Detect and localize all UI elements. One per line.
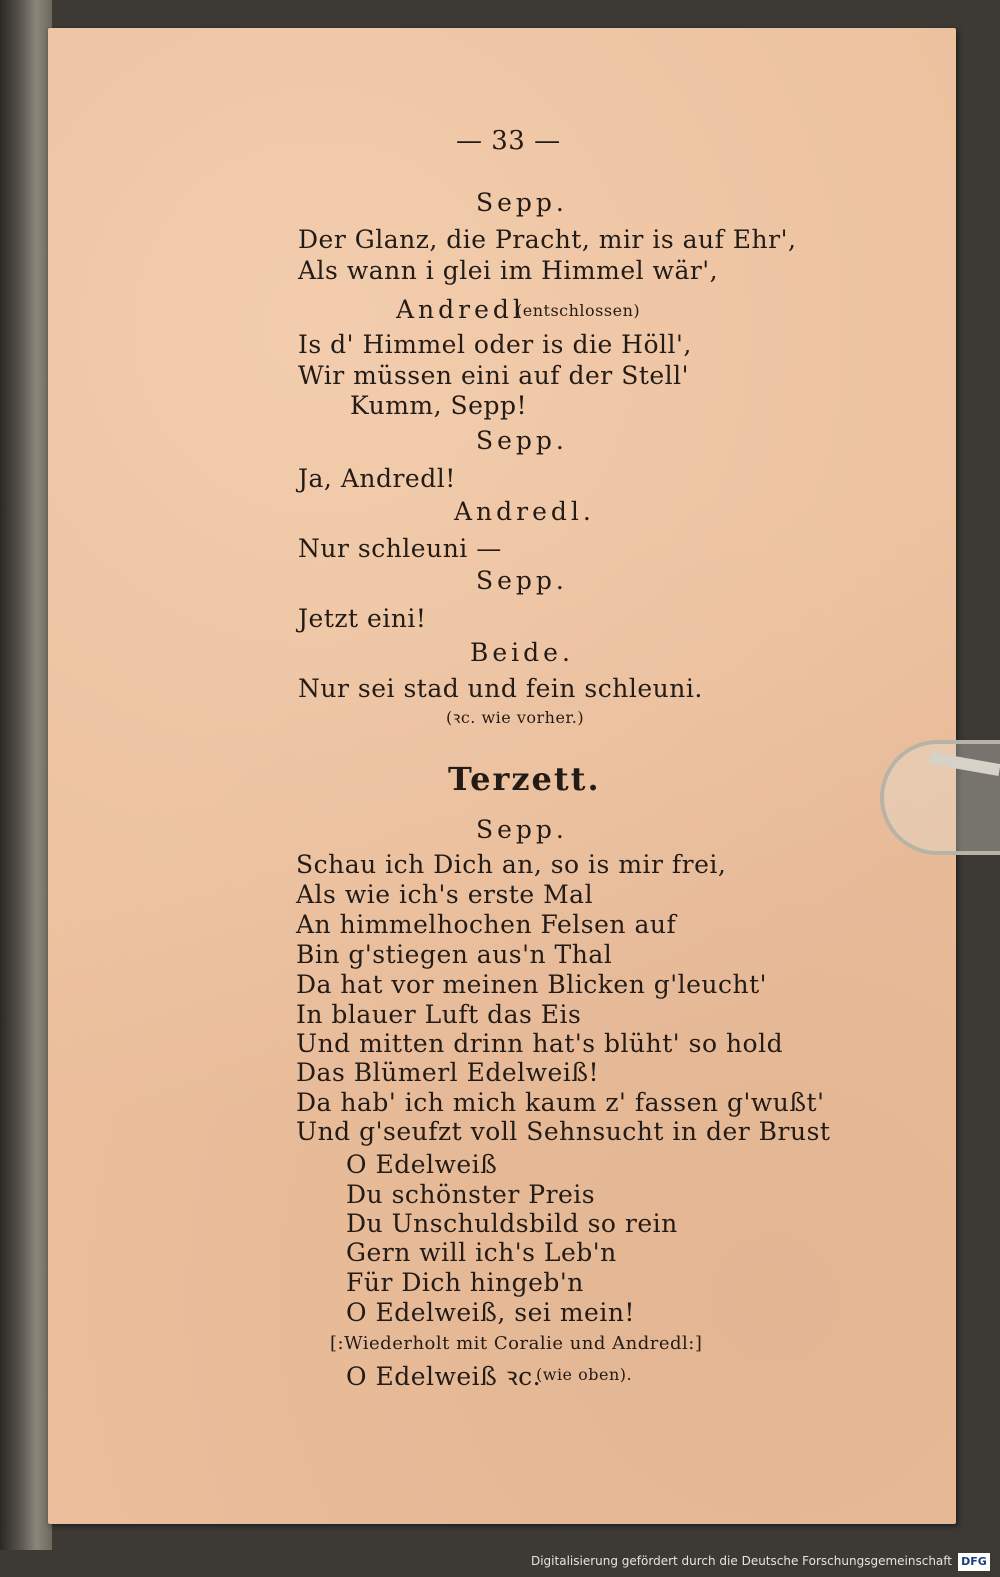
speaker-label: Sepp.: [476, 188, 568, 217]
refrain-line: Für Dich hingeb'n: [346, 1268, 584, 1297]
stage-direction: (entschlossen): [516, 301, 641, 320]
verse-line: Schau ich Dich an, so is mir frei,: [296, 850, 727, 879]
speaker-label: Andredl.: [454, 497, 595, 526]
verse-line: In blauer Luft das Eis: [296, 1000, 582, 1029]
verse-line: Der Glanz, die Pracht, mir is auf Ehr',: [298, 225, 797, 254]
verse-line: Und g'seufzt voll Sehnsucht in der Brust: [296, 1117, 831, 1146]
speaker-label: Sepp.: [476, 815, 568, 844]
stage-direction: (ꝛc. wie vorher.): [446, 708, 585, 727]
verse-line: Is d' Himmel oder is die Höll',: [298, 330, 692, 359]
speaker-label: Andredl: [396, 295, 525, 324]
verse-line: Da hab' ich mich kaum z' fassen g'wußt': [296, 1088, 825, 1117]
refrain-line: Du Unschuldsbild so rein: [346, 1209, 678, 1238]
refrain-line: O Edelweiß ꝛc.: [346, 1362, 542, 1391]
verse-line: Und mitten drinn hat's blüht' so hold: [296, 1029, 784, 1058]
refrain-line: Du schönster Preis: [346, 1180, 596, 1209]
verse-line: Da hat vor meinen Blicken g'leucht': [296, 970, 768, 999]
verse-line: Jetzt eini!: [298, 604, 427, 633]
dfg-logo-icon: DFG: [958, 1553, 990, 1571]
section-heading: Terzett.: [448, 760, 601, 798]
verse-line: Das Blümerl Edelweiß!: [296, 1058, 600, 1087]
verse-line: Nur schleuni —: [298, 534, 502, 563]
stage-direction: (wie oben).: [536, 1365, 633, 1384]
speaker-label: Sepp.: [476, 566, 568, 595]
verse-line: Wir müssen eini auf der Stell': [298, 361, 690, 390]
verse-line: Nur sei stad und fein schleuni.: [298, 674, 703, 703]
verse-line: Als wie ich's erste Mal: [296, 880, 594, 909]
funding-credit: Digitalisierung gefördert durch die Deutsche Forschungsgemeinschaft: [530, 1554, 952, 1568]
refrain-line: O Edelweiß: [346, 1150, 498, 1179]
book-binding: [0, 0, 52, 1577]
stage-direction: [:Wiederholt mit Coralie und Andredl:]: [330, 1333, 703, 1354]
verse-line: Als wann i glei im Himmel wär',: [298, 256, 719, 285]
verse-line: Kumm, Sepp!: [350, 391, 528, 420]
verse-line: Bin g'stiegen aus'n Thal: [296, 940, 613, 969]
digitization-footer: [0, 1550, 1000, 1577]
speaker-label: Sepp.: [476, 426, 568, 455]
page-number: — 33 —: [456, 126, 561, 156]
verse-line: An himmelhochen Felsen auf: [296, 910, 677, 939]
refrain-line: Gern will ich's Leb'n: [346, 1238, 617, 1267]
speaker-label: Beide.: [470, 638, 574, 667]
refrain-line: O Edelweiß, sei mein!: [346, 1298, 635, 1327]
verse-line: Ja, Andredl!: [298, 464, 456, 493]
